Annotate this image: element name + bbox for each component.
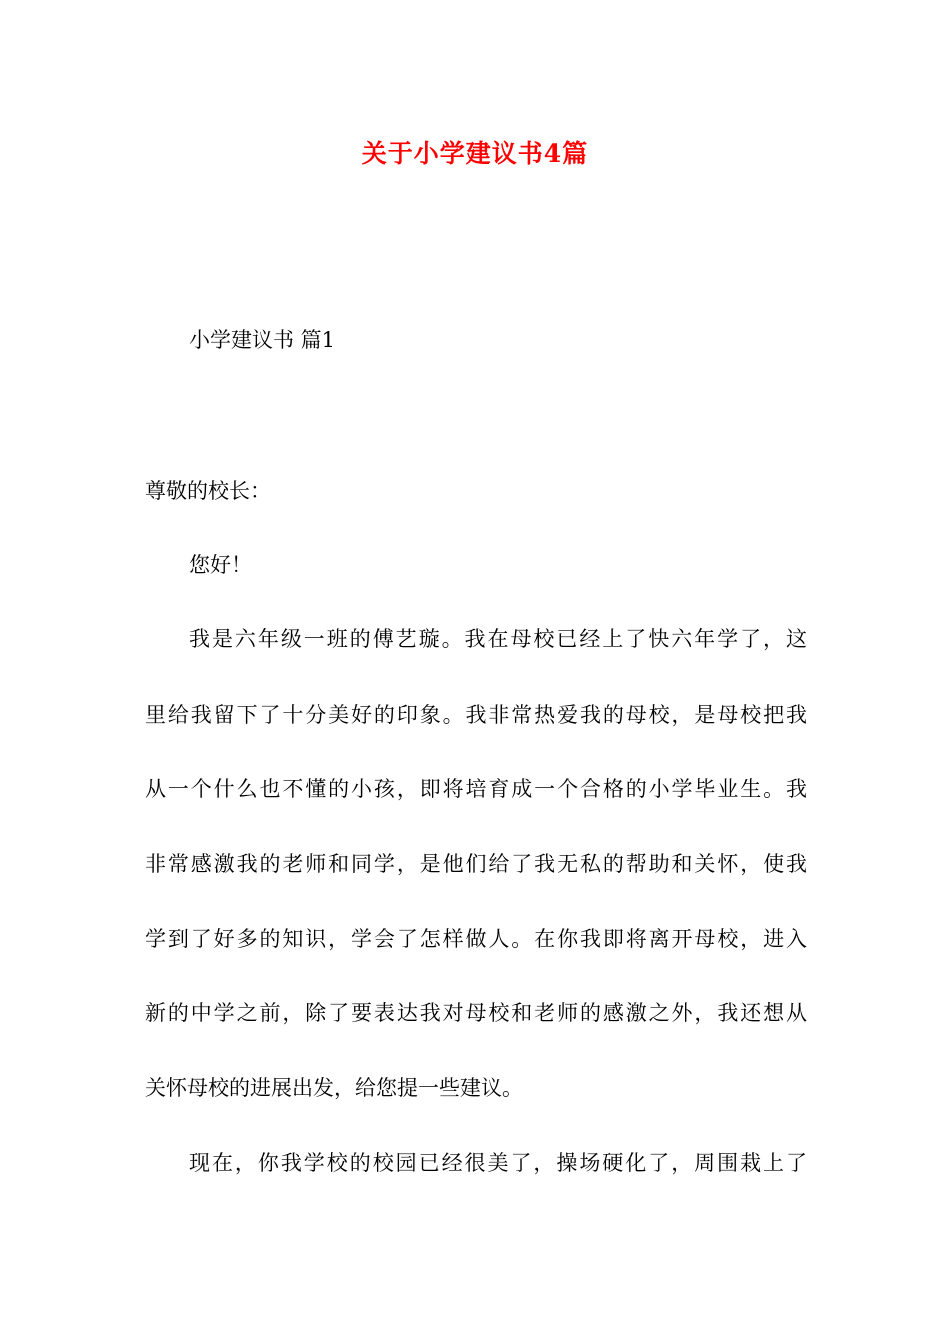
document-title: 关于小学建议书4篇: [361, 139, 589, 168]
paragraph-line: 我是六年级一班的傅艺璇。我在母校已经上了快六年学了，这: [189, 627, 807, 651]
paragraph-line: 非常感激我的老师和同学，是他们给了我无私的帮助和关怀，使我: [145, 852, 807, 876]
salutation: 尊敬的校长：: [145, 479, 271, 503]
paragraph-line: 从一个什么也不懂的小孩，即将培育成一个合格的小学毕业生。我: [145, 777, 807, 801]
paragraph-line: 新的中学之前，除了要表达我对母校和老师的感激之外，我还想从: [145, 1001, 807, 1025]
paragraph-line: 里给我留下了十分美好的印象。我非常热爱我的母校，是母校把我: [145, 703, 807, 727]
paragraph-line: 学到了好多的知识，学会了怎样做人。在你我即将离开母校，进入: [145, 927, 807, 951]
paragraph-line: 现在，你我学校的校园已经很美了，操场硬化了，周围栽上了: [189, 1151, 807, 1175]
paragraph-line: 关怀母校的进展出发，给您提一些建议。: [145, 1076, 523, 1100]
greeting: 您好！: [189, 553, 252, 577]
section-heading: 小学建议书 篇1: [189, 328, 336, 352]
